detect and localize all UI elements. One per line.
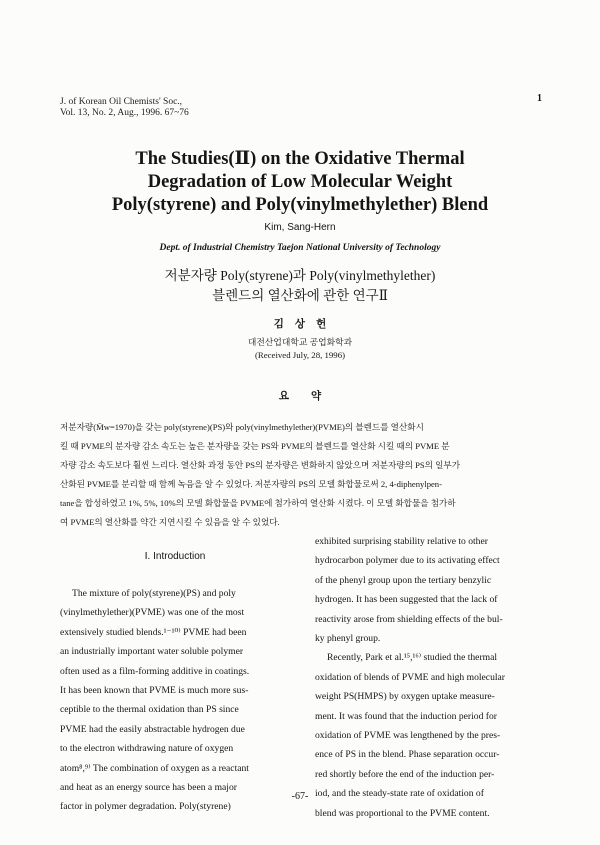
body-line: hydrocarbon polymer due to its activating effect — [315, 555, 500, 567]
body-line: ky phenyl group. — [315, 633, 381, 645]
abstract-line: 저분자량(M̄w=1970)을 갖는 poly(styrene)(PS)와 poly(vinylmethylether)(PVME)의 블렌드를 열산화시 — [60, 422, 424, 432]
journal-citation — [60, 97, 189, 119]
journal-line-1: J. of Korean Oil Chemists' Soc., — [60, 97, 183, 107]
left-column-text — [60, 584, 290, 817]
korean-title — [0, 266, 600, 306]
body-line: ence of PS in the blend. Phase separation occur- — [315, 749, 500, 761]
body-line: oxidation of PVME was lengthened by the pres- — [315, 730, 501, 742]
body-line: iod, and the steady-state rate of oxidation of — [315, 788, 484, 800]
body-line: of the phenyl group upon the tertiary benzylic — [315, 574, 492, 586]
abstract-line: 자량 감소 속도보다 훨씬 느리다. 열산화 과정 동안 PS의 분자량은 변화하지 않았으며 저분자량의 PS의 일부가 — [60, 460, 461, 470]
body-line: It has been known that PVME is much more sus- — [60, 685, 249, 697]
title-line-3: Poly(styrene) and Poly(vinylmethylether) Blend — [111, 195, 489, 215]
body-line: atom⁸,⁹⁾ The combination of oxygen as a reactant — [60, 762, 249, 774]
body-line: blend was proportional to the PVME content. — [315, 807, 490, 819]
journal-line-2: Vol. 13, No. 2, Aug., 1996. 67~76 — [60, 108, 189, 118]
body-line: PVME had the easily abstractable hydrogen due — [60, 723, 245, 735]
body-line: reactivity arose from shielding effects of the bul- — [315, 613, 503, 625]
right-column-text — [315, 532, 545, 823]
body-line: exhibited surprising stability relative to other — [315, 536, 488, 547]
page-number-top: 1 — [537, 93, 542, 104]
paper-title — [40, 148, 560, 217]
body-line: red shortly before the end of the induction per- — [315, 768, 495, 780]
body-line: (vinylmethylether)(PVME) was one of the most — [60, 607, 245, 619]
body-line: to the electron withdrawing nature of oxygen — [60, 743, 234, 755]
body-line: ceptible to the thermal oxidation than PS since — [60, 704, 239, 716]
title-line-1: The Studies(Ⅱ) on the Oxidative Thermal — [135, 149, 465, 169]
body-line: factor in polymer degradation. Poly(styrene) — [60, 801, 231, 813]
body-line: Recently, Park et al.¹⁵,¹⁶⁾ studied the thermal — [327, 652, 498, 664]
title-line-2: Degradation of Low Molecular Weight — [147, 172, 453, 192]
abstract-line: tane을 합성하였고 1%, 5%, 10%의 모델 화합물을 PVME에 첨가하여 열산화 시켰다. 이 모델 화합물을 첨가하 — [60, 498, 456, 508]
abstract-text — [60, 418, 542, 532]
section-heading-introduction: Ⅰ. Introduction — [144, 551, 206, 562]
abstract-line: 산화된 PVME를 분리할 때 함께 녹음을 알 수 있었다. 저분자량의 PS의 모델 화합물로써 2, 4-diphenylpen- — [60, 479, 442, 489]
korean-affiliation: 대전산업대학교 공업화학과 — [247, 337, 353, 347]
body-line: an industrially important water soluble polymer — [60, 646, 244, 658]
author-name: Kim, Sang-Hern — [264, 222, 336, 233]
author-affiliation: Dept. of Industrial Chemistry Taejon National University of Technology — [159, 243, 441, 253]
body-line: oxidation of blends of PVME and high molecular — [315, 671, 505, 683]
body-line: and heat as an energy source has been a major — [60, 782, 237, 794]
body-line: extensively studied blends.¹⁻¹⁰⁾ PVME had been — [60, 626, 247, 638]
page-number-bottom: -67- — [291, 791, 309, 802]
korean-author: 김상헌 — [273, 319, 338, 330]
abstract-heading: 요약 — [278, 391, 344, 402]
body-line: hydrogen. It has been suggested that the lack of — [315, 594, 498, 606]
abstract-line: 킬 때 PVME의 분자량 감소 속도는 높은 분자량을 갖는 PS와 PVME의 블렌드를 열산화 시킬 때의 PVME 분 — [60, 441, 450, 451]
body-line: often used as a film-forming additive in coatings. — [60, 665, 250, 677]
korean-title-line-1: 저분자량 Poly(styrene)과 Poly(vinylmethylether) — [164, 268, 436, 283]
abstract-line: 여 PVME의 열산화를 약간 지연시킬 수 있음을 알 수 있었다. — [60, 517, 280, 527]
body-line: The mixture of poly(styrene)(PS) and poly — [72, 588, 236, 599]
received-date: (Received July, 28, 1996) — [254, 350, 346, 360]
korean-title-line-2: 블렌드의 열산화에 관한 연구Ⅱ — [212, 288, 388, 303]
body-line: weight PS(HMPS) by oxygen uptake measure- — [315, 691, 495, 703]
body-line: ment. It was found that the induction period for — [315, 710, 497, 722]
